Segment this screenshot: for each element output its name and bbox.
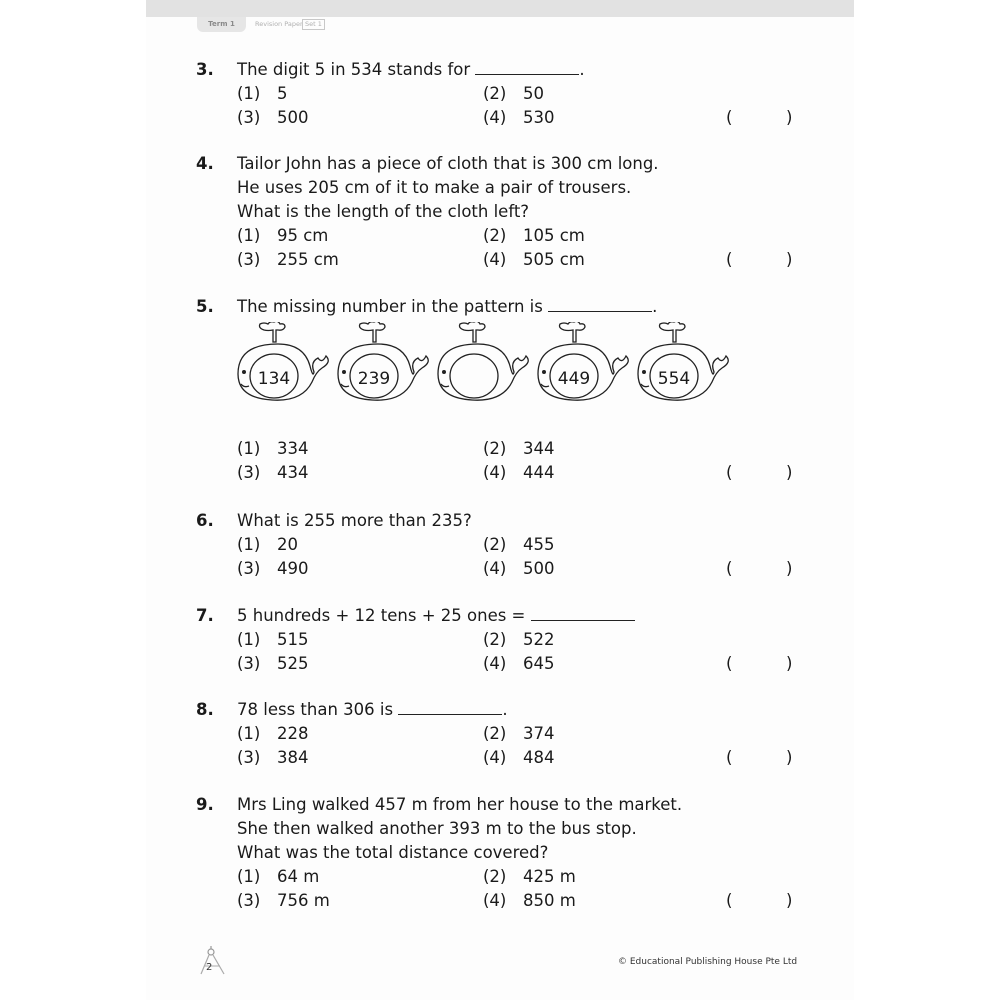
option-value: 484 [523, 748, 555, 767]
option-2[interactable] [483, 82, 544, 106]
option-label: (2) [483, 630, 507, 649]
option-value: 455 [523, 535, 555, 554]
answer-bracket-close[interactable]: ) [786, 654, 793, 673]
question-number: 8. [196, 700, 214, 719]
option-label: (4) [483, 463, 507, 482]
option-4[interactable] [483, 746, 555, 770]
option-value: 645 [523, 654, 555, 673]
option-value: 425 m [523, 867, 576, 886]
question-text-line: He uses 205 cm of it to make a pair of trousers. [237, 178, 632, 197]
option-label: (2) [483, 84, 507, 103]
option-label: (4) [483, 748, 507, 767]
option-label: (3) [237, 250, 261, 269]
option-label: (4) [483, 654, 507, 673]
whale-4 [538, 322, 628, 400]
question-text [237, 509, 472, 533]
question-number: 3. [196, 60, 214, 79]
question-text [237, 841, 548, 865]
option-3[interactable] [237, 557, 309, 581]
option-label: (4) [483, 559, 507, 578]
option-4[interactable] [483, 889, 576, 913]
option-label: (2) [483, 439, 507, 458]
answer-bracket-open[interactable]: ( [726, 463, 733, 482]
option-label: (1) [237, 630, 261, 649]
option-2[interactable] [483, 628, 555, 652]
option-value: 505 cm [523, 250, 585, 269]
option-2[interactable] [483, 865, 576, 889]
option-value: 95 cm [277, 226, 329, 245]
answer-bracket-close[interactable]: ) [786, 108, 793, 127]
option-3[interactable] [237, 248, 339, 272]
missing-number-slot[interactable] [462, 368, 486, 384]
option-4[interactable] [483, 106, 555, 130]
option-1[interactable] [237, 865, 319, 889]
whale-1 [238, 322, 328, 400]
option-label: (1) [237, 724, 261, 743]
term-tab: Term 1 [197, 17, 246, 32]
blank-suffix: . [579, 60, 585, 79]
option-label: (2) [483, 535, 507, 554]
answer-blank[interactable] [548, 295, 652, 312]
option-label: (1) [237, 867, 261, 886]
answer-bracket-close[interactable]: ) [786, 748, 793, 767]
option-label: (3) [237, 654, 261, 673]
whale-2 [338, 322, 428, 400]
question-text-line: The digit 5 in 534 stands for [237, 60, 471, 79]
answer-bracket-open[interactable]: ( [726, 559, 733, 578]
option-value: 515 [277, 630, 309, 649]
option-value: 530 [523, 108, 555, 127]
question-number: 9. [196, 795, 214, 814]
option-4[interactable] [483, 461, 555, 485]
question-text [237, 698, 508, 722]
option-3[interactable] [237, 652, 309, 676]
copyright: © Educational Publishing House Pte Ltd [618, 957, 798, 967]
option-label: (1) [237, 226, 261, 245]
question-text [237, 176, 631, 200]
worksheet-page [146, 0, 854, 1000]
option-value: 105 cm [523, 226, 585, 245]
option-3[interactable] [237, 461, 309, 485]
answer-bracket-close[interactable]: ) [786, 559, 793, 578]
option-3[interactable] [237, 746, 309, 770]
question-text-line: Mrs Ling walked 457 m from her house to the market. [237, 795, 683, 814]
question-text [237, 58, 585, 82]
answer-bracket-close[interactable]: ) [786, 463, 793, 482]
top-band [146, 0, 854, 17]
option-value: 344 [523, 439, 555, 458]
whale-pattern [234, 322, 754, 412]
option-value: 522 [523, 630, 555, 649]
paper-title: Revision Paper [255, 20, 303, 28]
answer-bracket-close[interactable]: ) [786, 250, 793, 269]
option-value: 228 [277, 724, 309, 743]
pattern-number: 554 [657, 369, 691, 389]
question-text [237, 295, 657, 319]
answer-bracket-open[interactable]: ( [726, 891, 733, 910]
option-value: 500 [277, 108, 309, 127]
option-1[interactable] [237, 437, 309, 461]
question-text-line: 5 hundreds + 12 tens + 25 ones = [237, 606, 526, 625]
option-4[interactable] [483, 652, 555, 676]
option-value: 384 [277, 748, 309, 767]
option-label: (3) [237, 108, 261, 127]
option-4[interactable] [483, 248, 585, 272]
blank-suffix: . [502, 700, 508, 719]
option-3[interactable] [237, 889, 330, 913]
answer-blank[interactable] [475, 58, 579, 75]
option-value: 434 [277, 463, 309, 482]
option-label: (4) [483, 250, 507, 269]
answer-blank[interactable] [398, 698, 502, 715]
option-value: 255 cm [277, 250, 339, 269]
question-text [237, 604, 635, 628]
set-label: Set 1 [302, 19, 325, 30]
option-value: 374 [523, 724, 555, 743]
option-value: 444 [523, 463, 555, 482]
question-number: 5. [196, 297, 214, 316]
option-2[interactable] [483, 722, 555, 746]
option-label: (1) [237, 84, 261, 103]
option-value: 500 [523, 559, 555, 578]
answer-bracket-open[interactable]: ( [726, 250, 733, 269]
option-label: (3) [237, 891, 261, 910]
option-3[interactable] [237, 106, 309, 130]
question-text [237, 793, 682, 817]
option-value: 50 [523, 84, 544, 103]
option-value: 5 [277, 84, 288, 103]
pattern-number: 449 [557, 369, 591, 389]
question-text-line: What was the total distance covered? [237, 843, 549, 862]
answer-bracket-close[interactable]: ) [786, 891, 793, 910]
option-label: (3) [237, 463, 261, 482]
question-text-line: She then walked another 393 m to the bus stop. [237, 819, 637, 838]
question-number: 6. [196, 511, 214, 530]
pattern-number: 239 [357, 369, 391, 389]
option-label: (4) [483, 891, 507, 910]
question-text [237, 817, 637, 841]
option-4[interactable] [483, 557, 555, 581]
option-1[interactable] [237, 82, 288, 106]
option-value: 525 [277, 654, 309, 673]
question-text [237, 200, 529, 224]
option-value: 850 m [523, 891, 576, 910]
page-number: 2 [206, 962, 213, 973]
option-label: (3) [237, 559, 261, 578]
question-text-line: 78 less than 306 is [237, 700, 394, 719]
option-label: (1) [237, 439, 261, 458]
question-text-line: What is the length of the cloth left? [237, 202, 530, 221]
answer-blank[interactable] [531, 604, 635, 621]
answer-bracket-open[interactable]: ( [726, 108, 733, 127]
option-label: (4) [483, 108, 507, 127]
question-number: 4. [196, 154, 214, 173]
option-2[interactable] [483, 224, 585, 248]
question-number: 7. [196, 606, 214, 625]
option-1[interactable] [237, 628, 309, 652]
option-2[interactable] [483, 437, 555, 461]
answer-bracket-open[interactable]: ( [726, 748, 733, 767]
option-1[interactable] [237, 533, 298, 557]
option-1[interactable] [237, 224, 328, 248]
pattern-number: 134 [257, 369, 291, 389]
answer-bracket-open[interactable]: ( [726, 654, 733, 673]
option-value: 490 [277, 559, 309, 578]
option-value: 64 m [277, 867, 320, 886]
option-label: (2) [483, 226, 507, 245]
whale-5 [638, 322, 728, 400]
option-2[interactable] [483, 533, 555, 557]
question-text [237, 152, 659, 176]
option-value: 756 m [277, 891, 330, 910]
question-text-line: The missing number in the pattern is [237, 297, 543, 316]
blank-suffix: . [652, 297, 658, 316]
option-value: 20 [277, 535, 298, 554]
option-label: (2) [483, 724, 507, 743]
whale-3 [438, 322, 528, 400]
compass-icon [200, 944, 228, 976]
option-value: 334 [277, 439, 309, 458]
option-label: (3) [237, 748, 261, 767]
option-label: (2) [483, 867, 507, 886]
question-text-line: What is 255 more than 235? [237, 511, 472, 530]
option-label: (1) [237, 535, 261, 554]
option-1[interactable] [237, 722, 309, 746]
question-text-line: Tailor John has a piece of cloth that is 300 cm long. [237, 154, 659, 173]
